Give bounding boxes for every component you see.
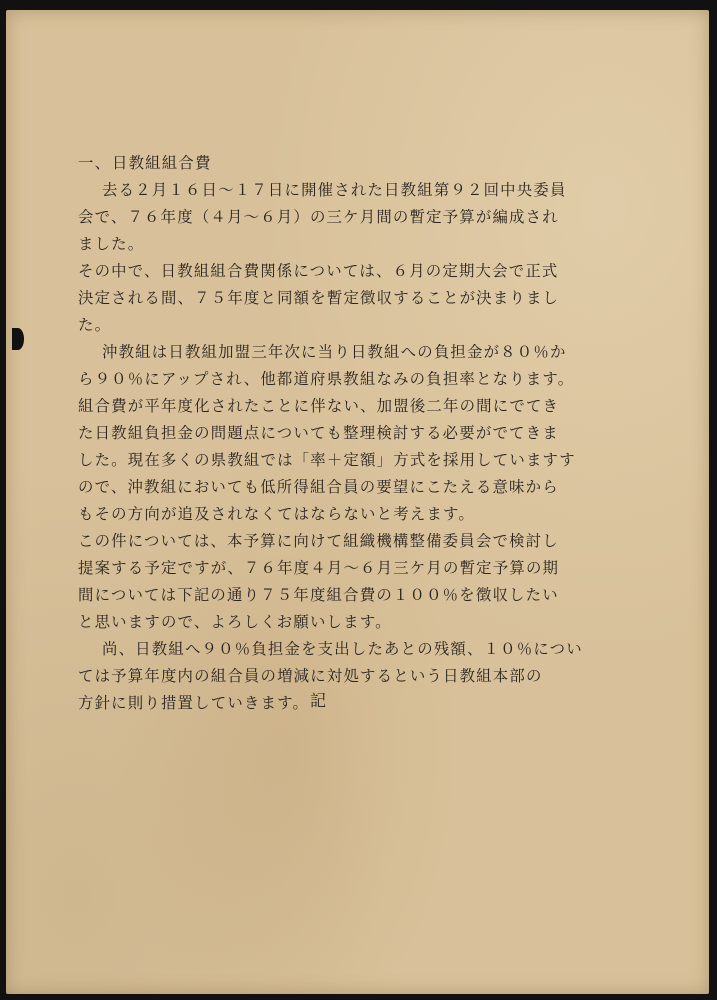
body-line: ました。 xyxy=(78,235,145,253)
body-line: ので、沖教組においても低所得組合員の要望にこたえる意味から xyxy=(78,478,559,496)
body-line: ら９０％にアップされ、他都道府県教組なみの負担率となります。 xyxy=(78,370,575,388)
body-line: もその方向が追及されなくてはならないと考えます。 xyxy=(78,505,475,523)
body-line: 会で、７６年度（４月〜６月）の三ケ月間の暫定予算が編成され xyxy=(78,208,559,226)
body-line: 組合費が平年度化されたことに伴ない、加盟後二年の間にでてき xyxy=(78,397,560,415)
body-line: 方針に則り措置していきます。 xyxy=(78,694,310,712)
body-line: その中で、日教組組合費関係については、６月の定期大会で正式 xyxy=(78,262,559,280)
paper-edge-damage xyxy=(12,328,24,350)
body-line: した。現在多くの県教組では「率＋定額」方式を採用していますす xyxy=(78,451,576,469)
section-heading xyxy=(78,150,618,177)
document-body xyxy=(78,150,618,717)
body-line: た日教組負担金の問題点についても整理検討する必要がでてきま xyxy=(78,424,559,442)
heading-marker: 一、 xyxy=(78,154,112,172)
body-line: 提案する予定ですが、７６年度４月〜６月三ケ月の暫定予算の期 xyxy=(78,559,560,577)
body-line: 去る２月１６日〜１７日に開催された日教組第９２回中央委員 xyxy=(102,181,567,199)
ki-notation: 記 xyxy=(310,691,327,710)
body-line: 決定される間、７５年度と同額を暫定徴収することが決まりまし xyxy=(78,289,560,307)
body-line: この件については、本予算に向けて組織機構整備委員会で検討し xyxy=(78,532,559,550)
body-line: ては予算年度内の組合員の増減に対処するという日教組本部の xyxy=(78,667,543,685)
body-line: 尚、日教組へ９０％負担金を支出したあとの残額、１０％につい xyxy=(102,640,583,658)
body-line: 間については下記の通り７５年度組合費の１００％を徴収したい xyxy=(78,586,559,604)
body-line: た。 xyxy=(78,316,112,334)
body-line: 沖教組は日教組加盟三年次に当り日教組への負担金が８０％か xyxy=(102,343,567,361)
heading-text: 日教組組合費 xyxy=(112,154,212,172)
body-line: と思いますので、よろしくお願いします。 xyxy=(78,613,392,631)
